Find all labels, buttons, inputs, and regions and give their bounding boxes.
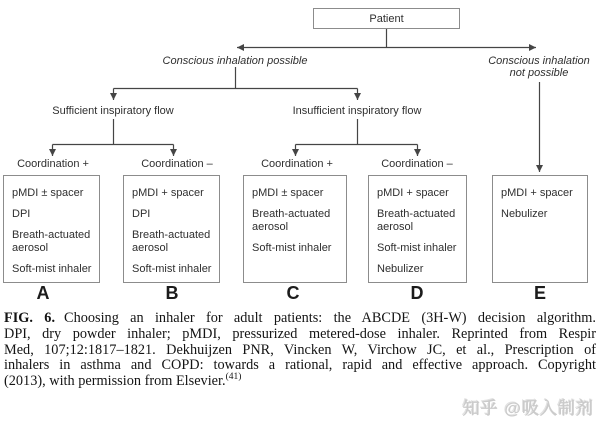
inhaler-option: Breath-actuated aerosol <box>377 208 456 233</box>
box-letter-c: C <box>286 283 300 303</box>
box-letter-b: B <box>165 283 179 303</box>
box-letter-e: E <box>533 283 546 303</box>
inhaler-option: Breath-actuated aerosol <box>12 229 91 254</box>
citation-superscript: (41) <box>225 372 242 383</box>
inhaler-option: Nebulizer <box>377 263 424 275</box>
option-box-e <box>492 175 588 283</box>
option-box-a <box>3 175 100 283</box>
inhaler-option: Nebulizer <box>501 208 548 220</box>
patient-label: Patient <box>369 12 404 25</box>
inhaler-option: Soft-mist inhaler <box>377 242 457 254</box>
option-box-c <box>243 175 347 283</box>
inhaler-option: DPI <box>132 208 151 220</box>
inhaler-option: Soft-mist inhaler <box>252 242 332 254</box>
inhaler-option: Soft-mist inhaler <box>12 263 92 275</box>
figure-number: FIG. 6. <box>4 310 56 326</box>
label-insufficient-inspiratory-flow: Insufficient inspiratory flow <box>292 105 422 117</box>
inhaler-option: DPI <box>12 208 31 220</box>
inhaler-option: pMDI ± spacer <box>252 187 324 199</box>
label-coordination-plus-1: Coordination + <box>17 158 89 170</box>
label-conscious-inhalation-not-possible-line1: Conscious inhalation <box>488 55 590 67</box>
caption-line-4: inhalers in asthma and COPD: towards a rational, rapid and effective approach. Copyright <box>4 357 596 374</box>
inhaler-option: Breath-actuated aerosol <box>132 229 211 254</box>
box-letter-a: A <box>36 283 50 303</box>
box-letter-d: D <box>410 283 424 303</box>
inhaler-option: pMDI ± spacer <box>12 187 84 199</box>
inhaler-option: pMDI + spacer <box>501 187 573 199</box>
caption-line-5 <box>4 374 596 390</box>
patient-box <box>313 8 460 29</box>
label-sufficient-inspiratory-flow: Sufficient inspiratory flow <box>52 105 174 117</box>
label-coordination-plus-2: Coordination + <box>261 158 333 170</box>
caption-line-3: Med, 107;12:1817–1821. Dekhuijzen PNR, Vincken W, Virchow JC, et al., Prescription of <box>4 341 596 358</box>
label-coordination-minus-1: Coordination – <box>141 158 213 170</box>
caption-line-2: DPI, dry powder inhaler; pMDI, pressurized metered-dose inhaler. Reprinted from Respir <box>4 325 596 342</box>
label-coordination-minus-2: Coordination – <box>381 158 453 170</box>
label-conscious-inhalation-not-possible-line2: not possible <box>509 67 569 79</box>
caption-line-1 <box>4 311 596 327</box>
inhaler-option: Soft-mist inhaler <box>132 263 212 275</box>
inhaler-option: pMDI + spacer <box>377 187 449 199</box>
caption-text-5: (2013), with permission from Elsevier. <box>4 373 226 390</box>
option-box-d <box>368 175 467 283</box>
option-box-b <box>123 175 220 283</box>
label-conscious-inhalation-not-possible <box>478 55 600 79</box>
zhihu-watermark: 知乎 @吸入制剂 <box>462 399 594 418</box>
inhaler-option: pMDI + spacer <box>132 187 204 199</box>
label-conscious-inhalation-possible: Conscious inhalation possible <box>162 55 308 67</box>
figure-caption <box>4 311 596 390</box>
caption-text-1: Choosing an inhaler for adult patients: the ABCDE (3H-W) decision algorithm. <box>64 310 596 326</box>
inhaler-option: Breath-actuated aerosol <box>252 208 331 233</box>
